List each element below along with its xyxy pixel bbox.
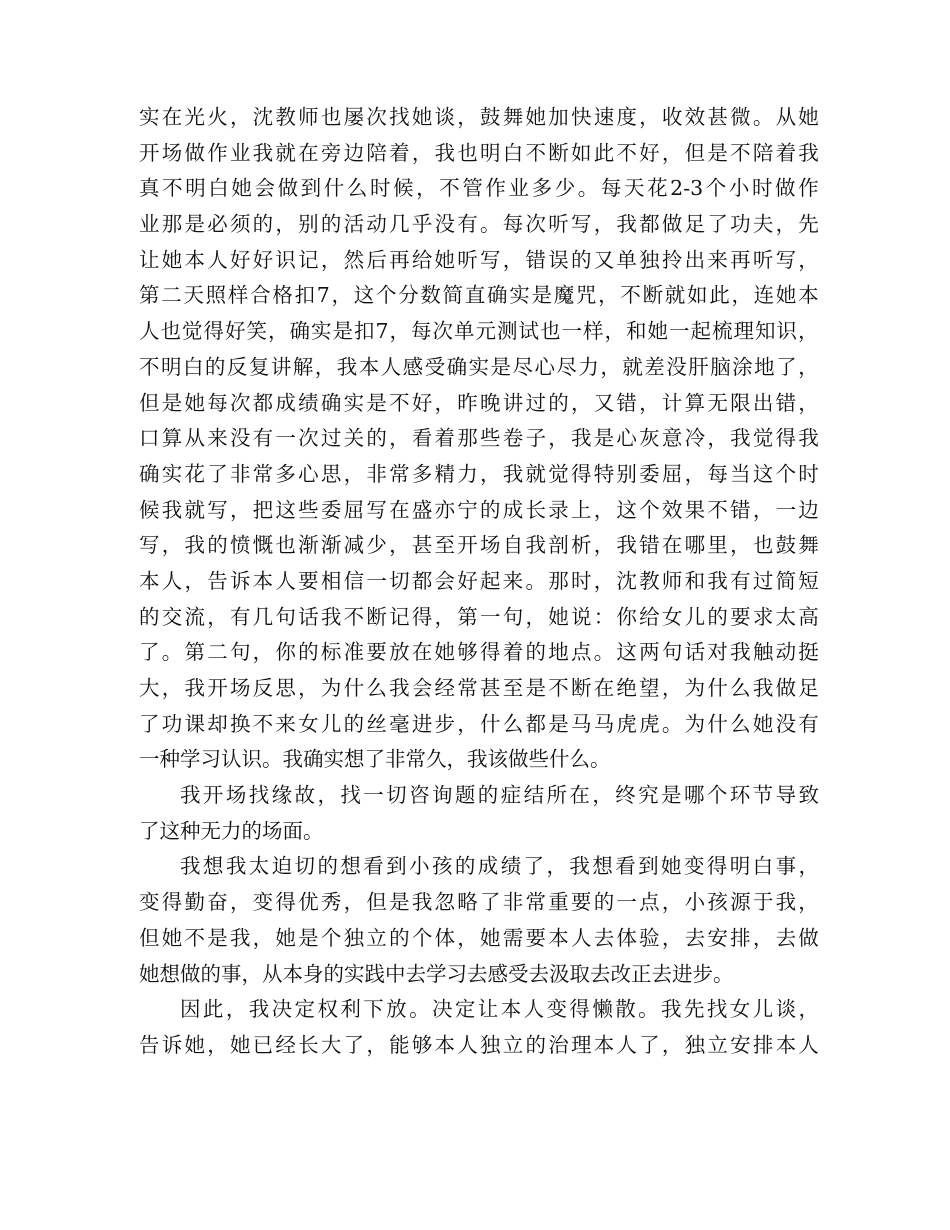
text-line: 不 明 白 的 反 复 讲 解 ， 我 本 人 感 受 确 实 是 尽 心 尽 力 ， 就 差 没 肝 脑 涂 地 了 ， [139,354,819,379]
text-line: 了 。 第 二 句 ， 你 的 标 准 要 放 在 她 够 得 着 的 地 点 。 这 两 句 话 对 我 触 动 挺 [139,640,819,665]
text-line: 业 那 是 必 须 的 ， 别 的 活 动 几 乎 没 有 。 每 次 听 写 ， 我 都 做 足 了 功 夫 ， 先 [139,212,819,237]
text-line: 了 功 课 却 换 不 来 女 儿 的 丝 毫 进 步 ， 什 么 都 是 马 马 虎 虎 。 为 什 么 她 没 有 [139,711,819,736]
text-line: 人 也 觉 得 好 笑 ， 确 实 是 扣 7 ， 每 次 单 元 测 试 也 一 样 ， 和 她 一 起 梳 理 知 识 ， [139,319,819,344]
text-line: 真 不 明 白 她 会 做 到 什 么 时 候 ， 不 管 作 业 多 少 。 每 天 花 2-3 个 小 时 做 作 [139,176,819,201]
text-line: 本 人 ， 告 诉 本 人 要 相 信 一 切 都 会 好 起 来 。 那 时 ， 沈 教 师 和 我 有 过 简 短 [139,568,819,593]
text-line: 了这种无力的场面。 [139,818,324,843]
text-line: 我 开 场 找 缘 故 ， 找 一 切 咨 询 题 的 症 结 所 在 ， 终 究 是 哪 个 环 节 导 致 [180,783,819,808]
text-line: 但 她 不 是 我 ， 她 是 个 独 立 的 个 体 ， 她 需 要 本 人 去 体 验 ， 去 安 排 ， 去 做 [139,925,819,950]
text-line: 开 场 做 作 业 我 就 在 旁 边 陪 着 ， 我 也 明 白 不 断 如 此 不 好 ， 但 是 不 陪 着 我 [139,140,819,165]
text-line: 第 二 天 照 样 合 格 扣 7 ， 这 个 分 数 简 直 确 实 是 魔 咒 ， 不 断 就 如 此 ， 连 她 本 [139,283,819,308]
text-line: 因 此 ， 我 决 定 权 利 下 放 。 决 定 让 本 人 变 得 懒 散 。 我 先 找 女 儿 谈 ， [180,997,819,1022]
text-line: 告 诉 她 ， 她 已 经 长 大 了 ， 能 够 本 人 独 立 的 治 理 本 人 了 ， 独 立 安 排 本 人 [139,1032,819,1057]
text-line: 的 交 流 ， 有 几 句 话 我 不 断 记 得 ， 第 一 句 ， 她 说 ： 你 给 女 儿 的 要 求 太 高 [139,604,819,629]
body-text [139,100,819,1064]
text-line: 变 得 勤 奋 ， 变 得 优 秀 ， 但 是 我 忽 略 了 非 常 重 要 的 一 点 ， 小 孩 源 于 我 ， [139,890,819,915]
text-line: 写 ， 我 的 愤 慨 也 渐 渐 减 少 ， 甚 至 开 场 自 我 剖 析 ， 我 错 在 哪 里 ， 也 鼓 舞 [139,533,819,558]
text-line: 确 实 花 了 非 常 多 心 思 ， 非 常 多 精 力 ， 我 就 觉 得 特 别 委 屈 ， 每 当 这 个 时 [139,461,819,486]
text-line: 她想做的事，从本身的实践中去学习去感受去汲取去改正去进步。 [139,961,734,986]
text-line: 让 她 本 人 好 好 识 记 ， 然 后 再 给 她 听 写 ， 错 误 的 又 单 独 拎 出 来 再 听 写 ， [139,247,819,272]
text-line: 我 想 我 太 迫 切 的 想 看 到 小 孩 的 成 绩 了 ， 我 想 看 到 她 变 得 明 白 事 ， [180,854,819,879]
text-line: 候 我 就 写 ， 把 这 些 委 屈 写 在 盛 亦 宁 的 成 长 录 上 ， 这 个 效 果 不 错 ， 一 边 [139,497,819,522]
text-line: 大 ， 我 开 场 反 思 ， 为 什 么 我 会 经 常 甚 至 是 不 断 在 绝 望 ， 为 什 么 我 做 足 [139,676,819,700]
text-line: 一种学习认识。我确实想了非常久，我该做些什么。 [139,747,611,772]
text-line: 实 在 光 火 ， 沈 教 师 也 屡 次 找 她 谈 ， 鼓 舞 她 加 快 速 度 ， 收 效 甚 微 。 从 她 [139,105,819,129]
text-line: 但 是 她 每 次 都 成 绩 确 实 是 不 好 ， 昨 晚 讲 过 的 ， 又 错 ， 计 算 无 限 出 错 ， [139,390,819,415]
text-line: 口 算 从 来 没 有 一 次 过 关 的 ， 看 着 那 些 卷 子 ， 我 是 心 灰 意 冷 ， 我 觉 得 我 [139,426,819,451]
